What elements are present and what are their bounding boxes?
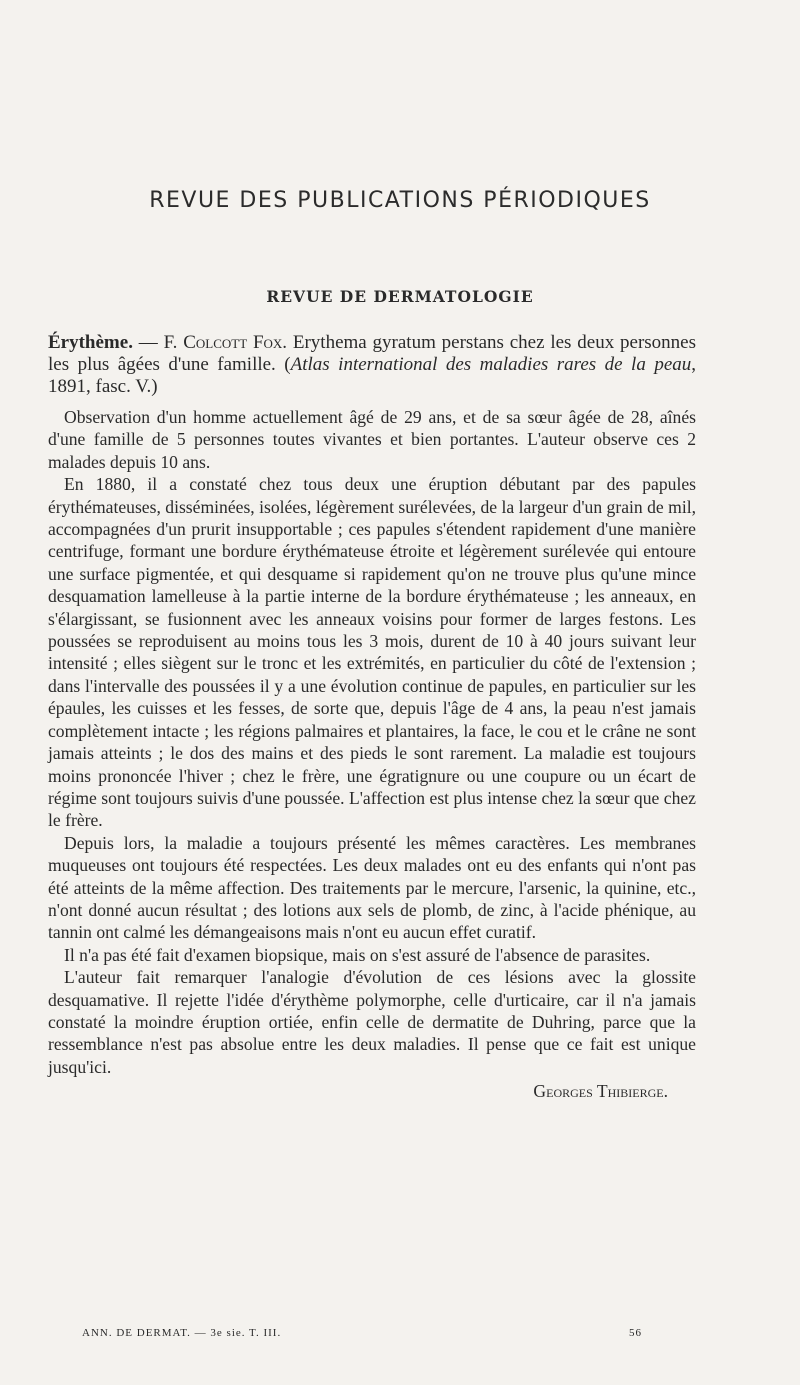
author-initial: F. [163,332,184,353]
article-source: Atlas international des maladies rares de la peau [290,354,692,375]
journal-reference: ANN. DE DERMAT. — 3e sie. T. III. [82,1327,282,1339]
section-title: REVUE DE DERMATOLOGIE [266,287,534,306]
headline-dash: — [132,332,164,353]
page-title: REVUE DES PUBLICATIONS PÉRIODIQUES [149,188,651,213]
article-title-text: . Erythema gyratum perstans chez les deux personnes les plus âgées d'une famille. ( [48,332,696,375]
article-term: Érythème. [48,332,133,353]
article-source-rest: , 1891, fasc. V.) [48,354,696,397]
article-headline [48,332,696,398]
paragraph-4: Il n'a pas été fait d'examen biopsique, mais on s'est assuré de l'absence de parasites. [64,944,651,965]
paragraph-1: Observation d'un homme actuellement âgé de 29 ans, et de sa sœur âgée de 28, aînés d'une famille de 5 personnes toutes vivantes et bien portantes. L'auteur observe ces 2 malades depuis 10 ans. [48,407,696,472]
author-name: Colcott Fox [183,332,283,353]
paragraph-5: L'auteur fait remarquer l'analogie d'évolution de ces lésions avec la glossite desquamative. Il rejette l'idée d'érythème polymorphe, celle d'urticaire, car il n'a jamais constaté la moindre éruption ortiée, enfin celle de dermatite de Duhring, parce que la ressemblance n'est pas absolue entre les deux maladies. Il pense que ce fait est unique jusqu'ici. [48,967,696,1077]
paragraph-2: En 1880, il a constaté chez tous deux une éruption débutant par des papules érythémateuses, disséminées, isolées, légèrement surélevées, de la largeur d'un grain de mil, accompagnées d'un prurit insupportable ; ces papules s'étendent rapidement d'une manière centrifuge, formant une bordure érythémateuse étroite et légèrement surélevée qui entoure une surface pigmentée, et qui desquame si rapidement qu'on ne trouve plus qu'une mince desquamation lamelleuse à la partie interne de la bordure érythémateuse ; les anneaux, en s'élargissant, se fusionnent avec les anneaux voisins pour former de larges festons. Les poussées se reproduisent au moins tous les 3 mois, durent de 10 à 40 jours suivant leur intensité ; elles siègent sur le tronc et les extrémités, en particulier du côté de l'extension ; dans l'intervalle des poussées il y a une évolution continue de papules, en particulier sur les épaules, les cuisses et les fesses, de sorte que, depuis l'âge de 4 ans, la peau n'est jamais complètement intacte ; les régions palmaires et plantaires, la face, le cou et le crâne ne sont jamais atteints ; le dos des mains et des pieds le sont rarement. La maladie est toujours moins prononcée l'hiver ; chez le frère, une égratignure ou une coupure ou un écart de régime sont toujours suivis d'une poussée. L'affection est plus intense chez la sœur que chez le frère. [48,474,696,831]
page-footer [82,1327,642,1339]
page-number: 56 [629,1327,642,1339]
paragraph-3: Depuis lors, la maladie a toujours présenté les mêmes caractères. Les membranes muqueuses ont toujours été respectées. Les deux malades ont eu des enfants qui n'ont pas été atteints de la même affection. Des traitements par le mercure, l'arsenic, la quinine, etc., n'ont donné aucun résultat ; des lotions aux sels de plomb, de zinc, à l'acide phénique, au tannin ont calmé les démangeaisons mais n'ont eu aucun effet curatif. [48,832,696,943]
author-signature: Georges Thibierge. [533,1081,668,1102]
article-body [48,332,696,1103]
